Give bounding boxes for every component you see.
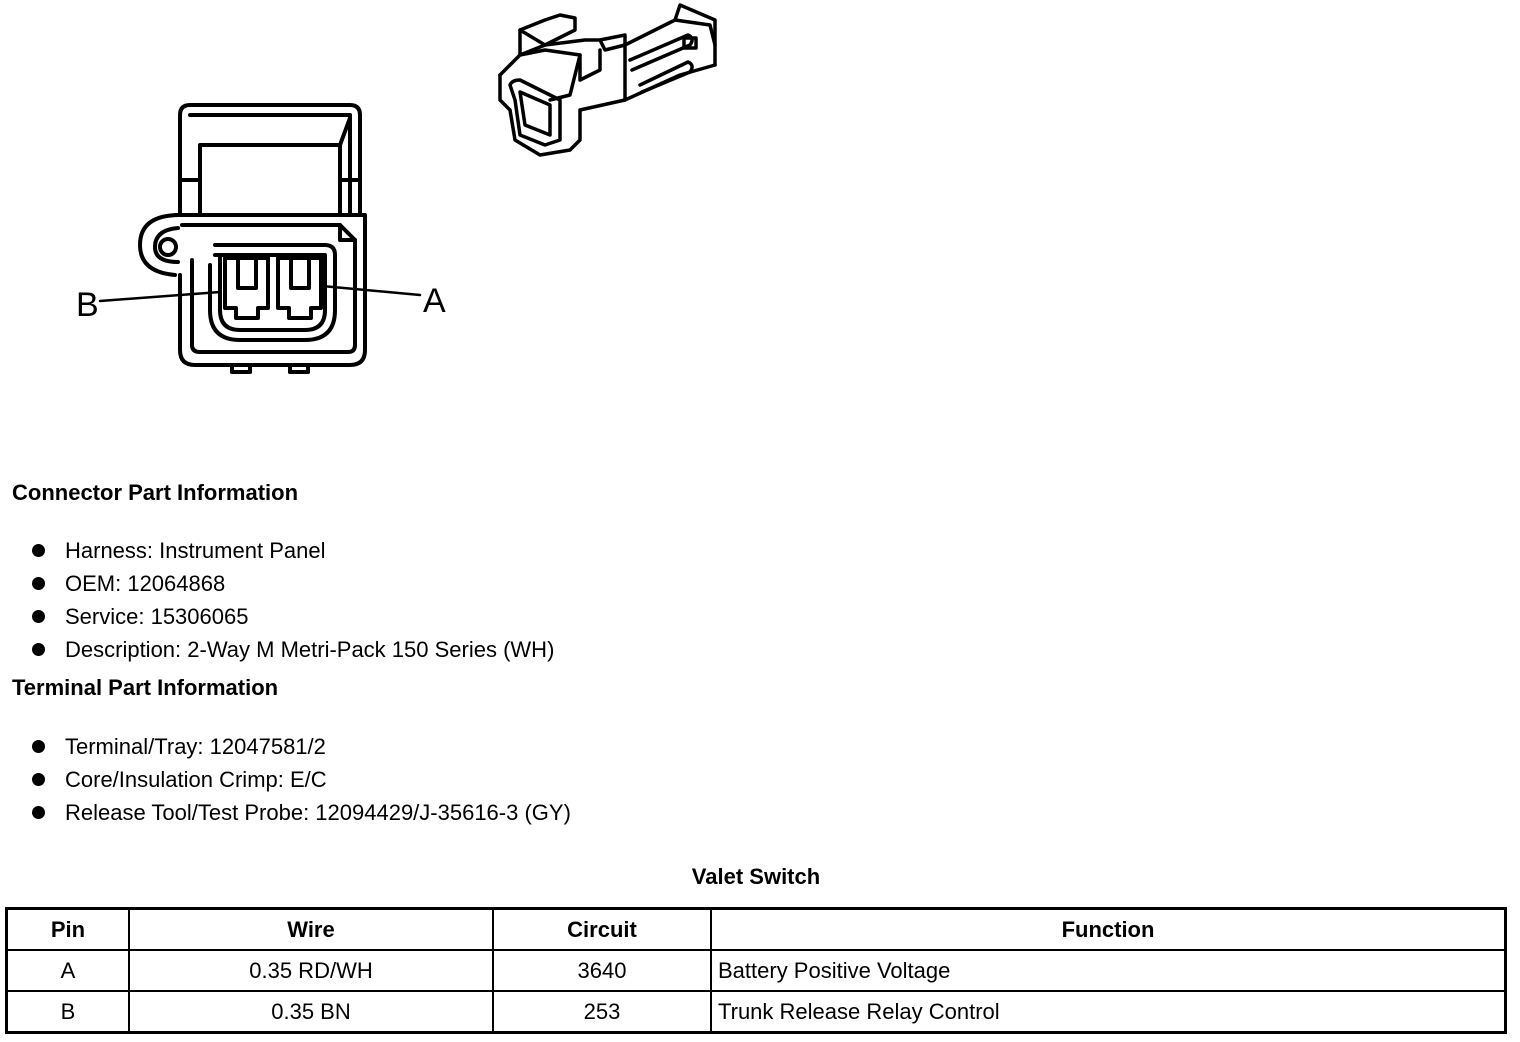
cell-pin: A [7,950,130,991]
cell-circuit: 253 [493,991,711,1033]
cell-circuit: 3640 [493,950,711,991]
connector-part-info-heading: Connector Part Information [12,480,299,505]
connector-drawing [0,0,760,440]
pin-label-a: A [423,282,446,320]
pin-label-b: B [76,286,99,324]
cell-pin: B [7,991,130,1033]
cell-wire: 0.35 RD/WH [129,950,493,991]
header-function: Function [711,909,1506,951]
list-item-text: Core/Insulation Crimp: E/C [65,766,327,792]
header-circuit: Circuit [493,909,711,951]
table-header-row [7,909,1506,951]
header-wire: Wire [129,909,493,951]
list-item [28,763,571,796]
list-item-text: Description: 2-Way M Metri-Pack 150 Series (WH) [65,636,555,662]
list-item [28,633,554,666]
table-title: Valet Switch [691,864,821,889]
bullet-icon [32,544,45,557]
terminal-part-info-heading: Terminal Part Information [12,675,279,700]
header-pin: Pin [7,909,130,951]
bullet-icon [32,610,45,623]
bullet-icon [32,740,45,753]
list-item-text: Release Tool/Test Probe: 12094429/J-35616-3 (GY) [65,799,571,825]
table-row [7,950,1506,991]
list-item [28,796,571,829]
list-item [28,567,554,600]
bullet-icon [32,806,45,819]
cell-function: Battery Positive Voltage [711,950,1506,991]
list-item-text: Harness: Instrument Panel [65,537,326,563]
bullet-icon [32,577,45,590]
list-item [28,600,554,633]
list-item-text: OEM: 12064868 [65,570,226,596]
table-row [7,991,1506,1033]
connector-front-view [140,105,365,372]
list-item [28,730,571,763]
list-item-text: Terminal/Tray: 12047581/2 [65,733,326,759]
bullet-icon [32,643,45,656]
leader-line-b [100,292,220,301]
cell-wire: 0.35 BN [129,991,493,1033]
connector-part-info-list [28,534,554,666]
list-item-text: Service: 15306065 [65,603,249,629]
cell-function: Trunk Release Relay Control [711,991,1506,1033]
list-item [28,534,554,567]
connector-diagram [0,0,760,440]
connector-isometric-view [500,5,715,155]
terminal-part-info-list [28,730,571,829]
pinout-table [5,907,1507,1034]
bullet-icon [32,773,45,786]
